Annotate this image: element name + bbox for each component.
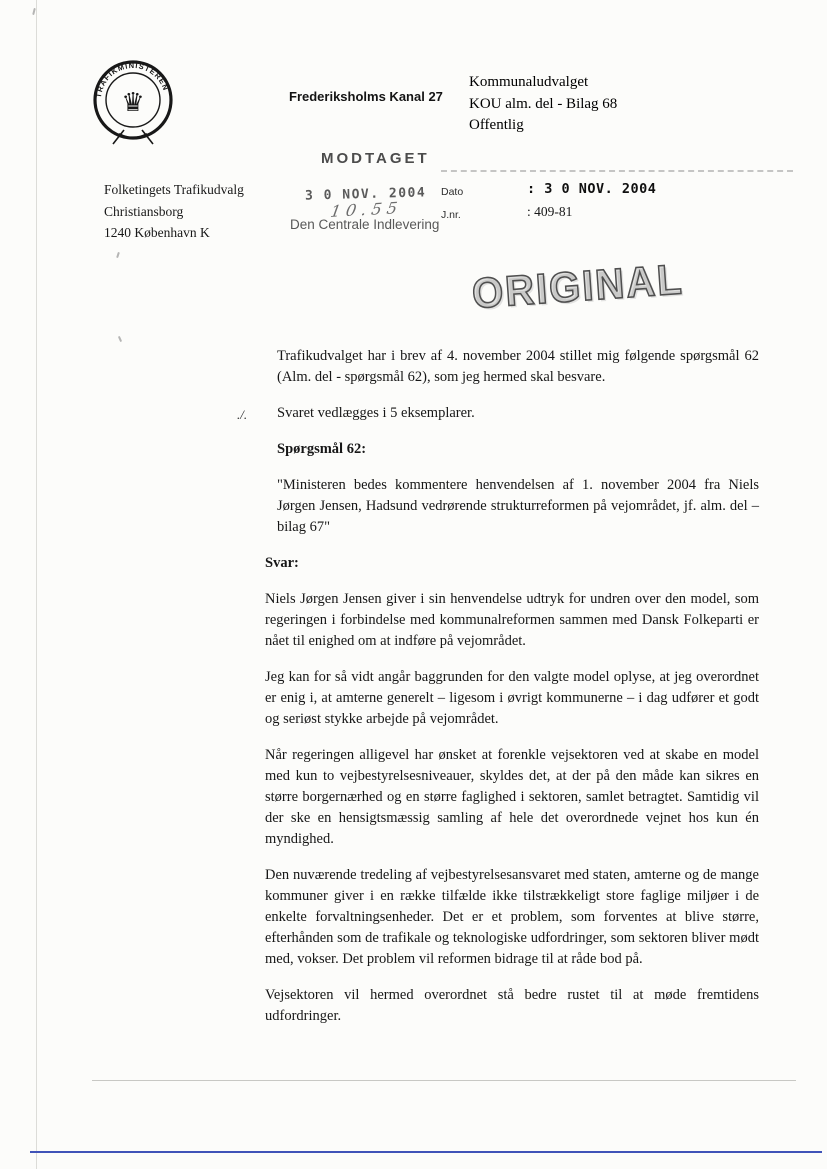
recipient-line: Christiansborg (104, 203, 184, 219)
answer-heading: Svar: (265, 555, 299, 571)
scan-speck (116, 252, 120, 258)
handwritten-time: 10.55 (329, 198, 404, 221)
paragraph: Niels Jørgen Jensen giver i sin henvendelse udtryk for undren over den model, som regeringen i forbindelse med kommunalreformen sammen med Dansk Folkeparti er nået til enighed om at indføre på vejområdet. (265, 591, 759, 649)
blue-scan-line (30, 1151, 822, 1153)
attachment-mark: ./. (237, 407, 248, 422)
question-heading: Spørgsmål 62: (277, 441, 367, 457)
journal-number-label: J.nr. (441, 209, 461, 221)
committee-header (469, 72, 617, 137)
letter-body (237, 346, 759, 1042)
seal-arc-text: TRAFIKMINISTEREN (94, 60, 171, 99)
journal-number-value: : 409-81 (527, 204, 573, 219)
original-stamp: ORIGINAL (470, 256, 685, 318)
recipient-address (104, 179, 244, 244)
committee-access-label: Offentlig (469, 117, 524, 133)
paragraph (237, 403, 759, 424)
dashed-divider (441, 170, 793, 172)
paragraph: Når regeringen alligevel har ønsket at forenkle vejsektoren ved at skabe en model med kun to vejbestyrelsesniveauer, skyldes det, at der på den måde kan sikres en større borgernærhed og en større faglighed i sektoren, samlet betragtet. Samtidig vil der ske en hensigtsmæssig samling af hele det overordnede vejnet hos kun én myndighed. (265, 747, 759, 847)
trafikministeren-seal-icon (89, 50, 177, 148)
received-stamp-title: MODTAGET (321, 150, 430, 167)
date-label: Dato (441, 186, 464, 198)
crown-icon: ♛ (121, 88, 145, 117)
paragraph: Jeg kan for så vidt angår baggrunden for den valgte model oplyse, at jeg overordnet er enig i, at amterne generelt – ligesom i øvrigt kommunerne – i dag udfører et godt og seriøst stykke arbejde på vejområdet. (265, 669, 759, 727)
scan-edge-line (36, 0, 37, 1169)
recipient-line: Folketingets Trafikudvalg (104, 182, 244, 197)
paragraph: Den nuværende tredeling af vejbestyrelsesansvaret med staten, amterne og de mange kommuner giver i en række tilfælde ikke tilstrækkeligt store faglige miljøer i de enkelte forvaltningsenheder. Det er et problem, som forventes at blive større, efterhånden som de trafikale og teknologiske udfordringer, som sektoren bliver mødt med, vokser. Det problem vil reformen bidrage til at råde bod på. (265, 867, 759, 967)
committee-reference: KOU alm. del - Bilag 68 (469, 95, 618, 112)
paragraph: Trafikudvalget har i brev af 4. november 2004 stillet mig følgende spørgsmål 62 (Alm. del - spørgsmål 62), som jeg hermed skal besvare. (277, 348, 759, 385)
committee-name: Kommunaludvalget (469, 74, 589, 90)
paragraph-text: Svaret vedlægges i 5 eksemplarer. (277, 405, 475, 421)
scan-horizontal-line (92, 1080, 796, 1081)
date-value: : 3 0 NOV. 2004 (527, 181, 657, 197)
sender-street-address: Frederiksholms Kanal 27 (289, 89, 443, 104)
paragraph: Vejsektoren vil hermed overordnet stå bedre rustet til at møde fremtidens udfordringer. (265, 987, 759, 1024)
quoted-question: "Ministeren bedes kommentere henvendelsen af 1. november 2004 fra Niels Jørgen Jensen, Hadsund vedrørende strukturreformen på vejområdet, jf. alm. del – bilag 67" (277, 477, 759, 535)
received-stamp-office: Den Centrale Indlevering (290, 217, 440, 232)
received-stamp-date: 3 0 NOV. 2004 (304, 185, 427, 204)
recipient-line: 1240 København K (104, 225, 210, 240)
scan-speck (118, 336, 122, 342)
